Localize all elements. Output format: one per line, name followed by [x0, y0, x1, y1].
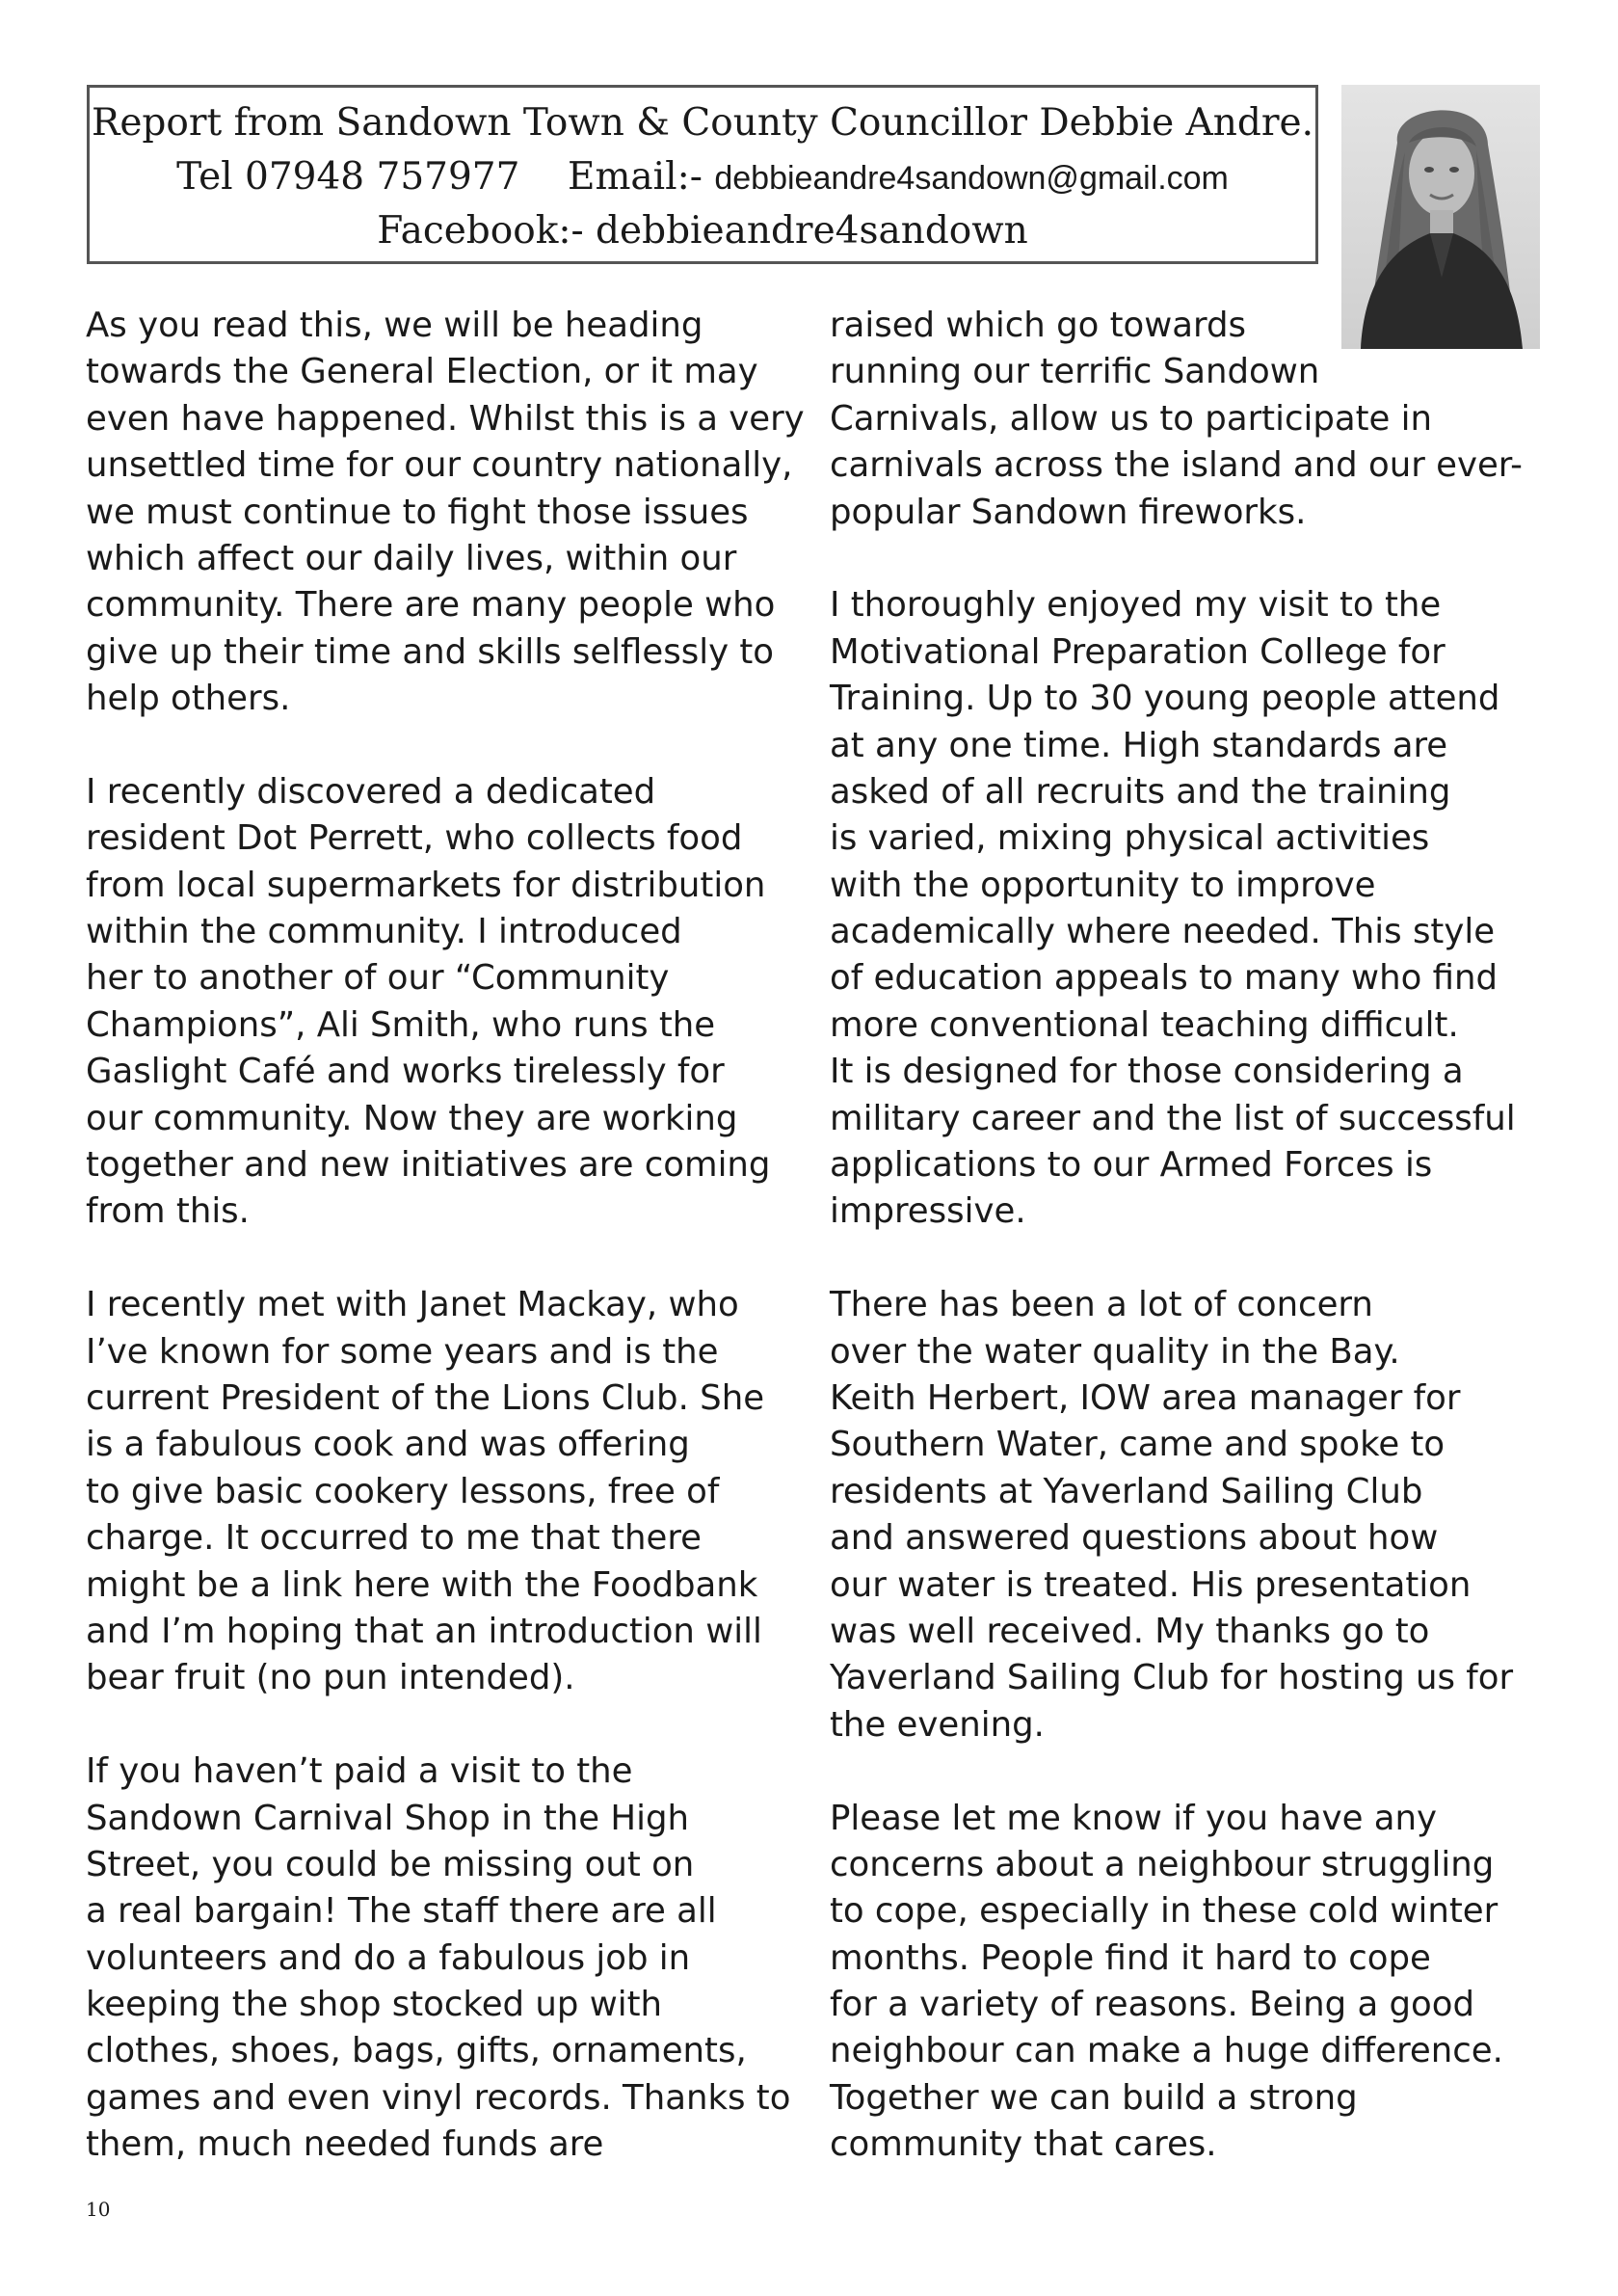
- text-line: Street, you could be missing out on: [86, 1844, 695, 1884]
- text-line: charge. It occurred to me that there: [86, 1518, 702, 1559]
- text-line: of education appeals to many who find: [830, 958, 1498, 999]
- text-line: together and new initiatives are coming: [86, 1145, 771, 1186]
- text-line: Please let me know if you have any: [830, 1798, 1438, 1838]
- text-line: I recently met with Janet Mackay, who: [86, 1285, 739, 1325]
- text-line: within the community. I introduced: [86, 912, 682, 952]
- text-line: our community. Now they are working: [86, 1098, 738, 1138]
- text-line: carnivals across the island and our ever-: [830, 445, 1523, 486]
- text-line: resident Dot Perrett, who collects food: [86, 818, 743, 859]
- text-line: Carnivals, allow us to participate in: [830, 398, 1433, 439]
- text-line: to give basic cookery lessons, free of: [86, 1471, 720, 1511]
- text-line: a real bargain! The staff there are all: [86, 1891, 717, 1932]
- paragraph-break: [86, 723, 799, 769]
- text-line: to cope, especially in these cold winter: [830, 1891, 1499, 1932]
- text-line: which affect our daily lives, within our: [86, 538, 737, 578]
- text-line: As you read this, we will be heading: [86, 306, 703, 345]
- text-line: we must continue to fight those issues: [86, 492, 749, 532]
- text-line: them, much needed funds are: [86, 2124, 604, 2165]
- text-line: I recently discovered a dedicated: [86, 771, 656, 812]
- text-line: at any one time. High standards are: [830, 725, 1448, 765]
- text-line: bear fruit (no pun intended).: [86, 1658, 575, 1698]
- paragraph-break: [86, 1702, 799, 1749]
- text-line: was well received. My thanks go to: [830, 1611, 1430, 1651]
- paragraph-break: [830, 1749, 1543, 1795]
- text-line: impressive.: [830, 1191, 1026, 1232]
- paragraph-break: [830, 1236, 1543, 1282]
- text-line: Training. Up to 30 young people attend: [830, 679, 1500, 719]
- text-line: might be a link here with the Foodbank: [86, 1564, 758, 1605]
- text-line: Motivational Preparation College for: [830, 631, 1446, 672]
- text-line: military career and the list of successful: [830, 1098, 1516, 1138]
- text-line: raised which go towards: [830, 306, 1247, 345]
- text-line: volunteers and do a fabulous job in: [86, 1937, 691, 1978]
- text-line: towards the General Election, or it may: [86, 352, 758, 392]
- header-tel: Tel 07948 757977: [176, 155, 520, 199]
- text-line: asked of all recruits and the training: [830, 771, 1451, 812]
- text-line: over the water quality in the Bay.: [830, 1331, 1400, 1372]
- text-line: community. There are many people who: [86, 585, 776, 626]
- text-line: Southern Water, came and spoke to: [830, 1425, 1446, 1465]
- paragraph-break: [86, 1236, 799, 1282]
- article-left-column: [86, 303, 805, 2169]
- text-line: Gaslight Café and works tirelessly for: [86, 1052, 725, 1092]
- page-number: 10: [86, 2198, 111, 2221]
- header-contact: [90, 155, 1315, 199]
- text-line: give up their time and skills selflessly to: [86, 631, 775, 672]
- text-line: academically where needed. This style: [830, 912, 1496, 952]
- text-line: the evening.: [830, 1704, 1045, 1745]
- text-line: for a variety of reasons. Being a good: [830, 1985, 1475, 2025]
- text-line: keeping the shop stocked up with: [86, 1985, 663, 2025]
- text-line: Keith Herbert, IOW area manager for: [830, 1377, 1461, 1418]
- text-line: I’ve known for some years and is the: [86, 1331, 719, 1372]
- text-line: residents at Yaverland Sailing Club: [830, 1471, 1423, 1511]
- text-line: our water is treated. His presentation: [830, 1564, 1472, 1605]
- text-line: There has been a lot of concern: [830, 1285, 1373, 1325]
- text-line: help others.: [86, 679, 291, 719]
- text-line: clothes, shoes, bags, gifts, ornaments,: [86, 2031, 747, 2071]
- header-email-label: Email:-: [567, 155, 703, 199]
- header-title: Report from Sandown Town & County Councillor Debbie Andre.: [91, 101, 1314, 145]
- text-line: Yaverland Sailing Club for hosting us for: [830, 1658, 1514, 1698]
- text-line: months. People find it hard to cope: [830, 1937, 1431, 1978]
- text-line: with the opportunity to improve: [830, 865, 1376, 905]
- paragraph-break: [830, 536, 1543, 582]
- text-line: concerns about a neighbour struggling: [830, 1844, 1495, 1884]
- text-line: popular Sandown fireworks.: [830, 492, 1307, 532]
- text-line: from local supermarkets for distribution: [86, 865, 766, 905]
- text-line: I thoroughly enjoyed my visit to the: [830, 585, 1442, 626]
- text-line: games and even vinyl records. Thanks to: [86, 2077, 791, 2118]
- text-line: If you haven’t paid a visit to the: [86, 1751, 633, 1792]
- text-line: and I’m hoping that an introduction will: [86, 1611, 762, 1651]
- text-line: running our terrific Sandown: [830, 352, 1320, 392]
- text-line: community that cares.: [830, 2124, 1217, 2165]
- text-line: Champions”, Ali Smith, who runs the: [86, 1004, 716, 1045]
- text-line: applications to our Armed Forces is: [830, 1145, 1433, 1186]
- header-facebook: Facebook:- debbieandre4sandown: [377, 209, 1028, 253]
- text-line: neighbour can make a huge difference.: [830, 2031, 1503, 2071]
- text-line: It is designed for those considering a: [830, 1052, 1464, 1092]
- header-email: debbieandre4sandown@gmail.com: [714, 160, 1229, 197]
- text-line: unsettled time for our country nationally,: [86, 445, 793, 486]
- article-right-column: [830, 303, 1543, 2169]
- text-line: even have happened. Whilst this is a very: [86, 398, 805, 439]
- text-line: is varied, mixing physical activities: [830, 818, 1430, 859]
- text-line: Together we can build a strong: [830, 2077, 1358, 2118]
- text-line: and answered questions about how: [830, 1518, 1439, 1559]
- text-line: from this.: [86, 1191, 250, 1232]
- text-line: her to another of our “Community: [86, 958, 670, 999]
- text-line: more conventional teaching difficult.: [830, 1004, 1459, 1045]
- text-line: Sandown Carnival Shop in the High: [86, 1798, 689, 1838]
- text-line: is a fabulous cook and was offering: [86, 1425, 690, 1465]
- text-line: current President of the Lions Club. She: [86, 1377, 765, 1418]
- header-box: [87, 85, 1318, 264]
